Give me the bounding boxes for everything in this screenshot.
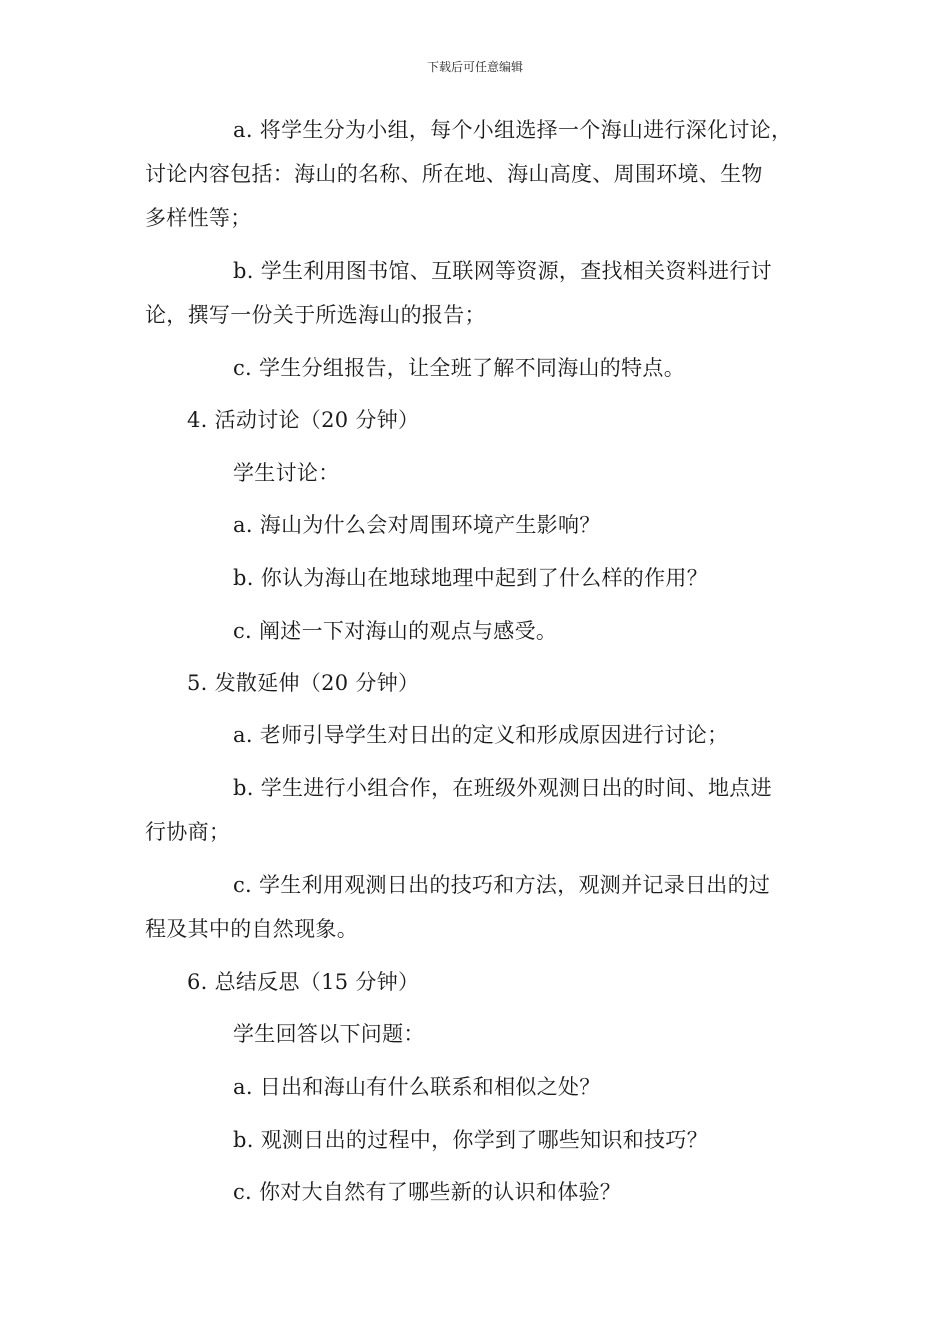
text-line: a. 日出和海山有什么联系和相似之处？ [233, 1075, 601, 1099]
text-line: 程及其中的自然现象。 [145, 917, 358, 941]
section-heading: 4. 活动讨论（20 分钟） [187, 408, 420, 432]
text-line: c. 你对大自然有了哪些新的认识和体验？ [233, 1180, 622, 1204]
text-line: c. 学生利用观测日出的技巧和方法，观测并记录日出的过 [233, 873, 771, 897]
text-line: b. 观测日出的过程中，你学到了哪些知识和技巧？ [233, 1128, 708, 1152]
text-line: 学生讨论： [233, 461, 340, 485]
text-line: c. 阐述一下对海山的观点与感受。 [233, 619, 558, 643]
page-header: 下载后可任意编辑 [426, 60, 523, 74]
section-heading: 5. 发散延伸（20 分钟） [187, 671, 420, 695]
text-line: a. 将学生分为小组，每个小组选择一个海山进行深化讨论， [233, 118, 793, 142]
text-line: b. 你认为海山在地球地理中起到了什么样的作用？ [233, 566, 708, 590]
text-line: 多样性等； [145, 206, 252, 230]
text-line: 论，撰写一份关于所选海山的报告； [145, 303, 486, 327]
text-line: b. 学生利用图书馆、互联网等资源，查找相关资料进行讨 [233, 259, 772, 283]
text-line: a. 老师引导学生对日出的定义和形成原因进行讨论； [233, 723, 729, 747]
text-line: b. 学生进行小组合作，在班级外观测日出的时间、地点进 [233, 776, 772, 800]
section-heading: 6. 总结反思（15 分钟） [187, 970, 420, 994]
text-line: 讨论内容包括：海山的名称、所在地、海山高度、周围环境、生物 [145, 162, 763, 186]
text-line: c. 学生分组报告，让全班了解不同海山的特点。 [233, 356, 686, 380]
text-line: a. 海山为什么会对周围环境产生影响？ [233, 513, 601, 537]
text-line: 行协商； [145, 820, 231, 844]
text-line: 学生回答以下问题： [233, 1022, 425, 1046]
